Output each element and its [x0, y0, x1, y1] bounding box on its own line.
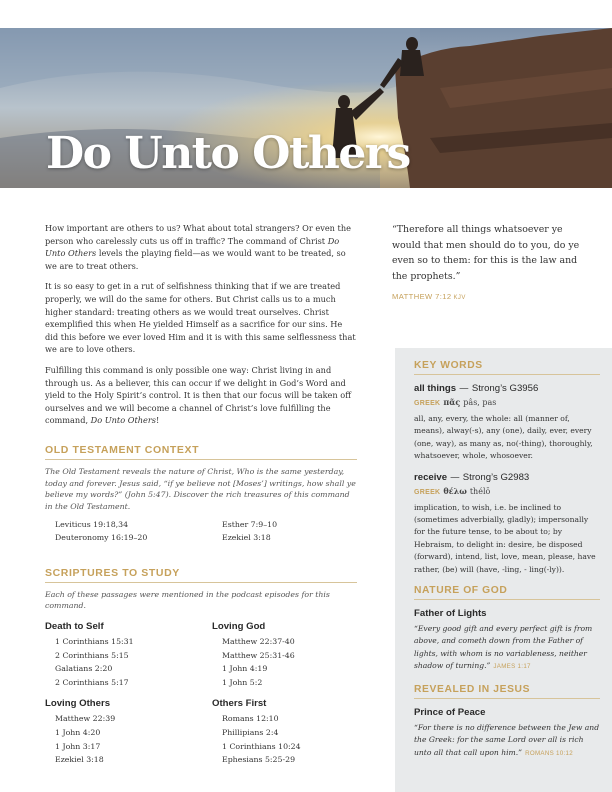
scripture-ref: 1 John 4:20	[55, 728, 101, 738]
strongs-number: Strong’s G2983	[462, 471, 530, 483]
old-testament-refs	[45, 519, 357, 545]
key-word-definition: all, any, every, the whole: all (manner of, means), alway(-s), any (one), daily, ever, every (one, way), as many as, no(-thing), thoroughly, whatsoever, whole, whosoever.	[414, 414, 593, 461]
scripture-ref: Esther 7:9–10	[222, 520, 278, 530]
key-word-term: all things	[414, 383, 457, 394]
page-title: Do Unto Others	[46, 128, 410, 179]
nature-reference: JAMES 1:17	[493, 663, 531, 671]
category-title: Others First	[212, 698, 267, 710]
scripture-categories	[45, 621, 357, 767]
scripture-ref: 1 John 5:2	[222, 677, 263, 687]
scripture-ref: 2 Corinthians 5:17	[55, 677, 129, 687]
revealed-reference: ROMANS 10:12	[525, 749, 574, 757]
nature-title: Father of Lights	[414, 608, 487, 620]
scripture-ref: Ezekiel 3:18	[222, 533, 271, 543]
scripture-ref: Galatians 2:20	[55, 664, 113, 674]
key-word-entry: receive — Strong’s G2983 GREEK θέλω thélō implication, to wish, i.e. be inclined to (sometimes adverbially, gladly); impersonally for the future tense, to be about to; by Hebraism, to delight in: desire, be disposed (forward), intend, list, love, mean, please, have rather, (be) will (have, -ling, - ling(-ly)).	[414, 472, 600, 576]
scripture-ref: 1 Corinthians 15:31	[55, 637, 134, 647]
scripture-ref: Ephesians 5:25-29	[222, 755, 296, 765]
sidebar	[395, 348, 612, 792]
transliteration: thélō	[469, 486, 491, 496]
nature-text: “Every good gift and every perfect gift is from above, and cometh down from the Father of lights, with whom is no variableness, neither shadow of turning.” JAMES 1:17	[414, 624, 593, 671]
pull-quote	[392, 222, 582, 301]
key-word-entry: all things — Strong’s G3956 GREEK πᾶς pâs, pas all, any, every, the whole: all (manner of, means), alway(-s), any (one), daily, ever, every (one, way), as many as, no(-thing), thoroughly, whatsoever, whole, whosoever.	[414, 383, 600, 463]
intro-paragraph-3: Fulfilling this command is only possible one way: Christ living in and through us. As a believer, this can occur if we delight in God’s Word and yield to the Holy Spirit’s control. It is then that our focus will be taken off ourselves and we will become a channel of Christ’s love fulfilling the command, Do Unto Others!	[45, 364, 352, 426]
quote-version: KJV	[453, 295, 466, 302]
scripture-ref: Romans 12:10	[222, 714, 279, 724]
key-word-definition: implication, to wish, i.e. be inclined to (sometimes adverbially, gladly); impersonally for the future tense, to be about to; by Hebraism, to delight in: desire, be disposed (forward), intend, list, love, mean, please, have rather, (be) will (have, -ling, - ling(-ly)).	[414, 502, 596, 574]
scripture-ref: 1 John 3:17	[55, 741, 101, 751]
scripture-ref: 2 Corinthians 5:15	[55, 650, 129, 660]
scripture-ref: 1 John 4:19	[222, 664, 268, 674]
scripture-ref: Matthew 22:39	[55, 714, 116, 724]
scriptures-heading: SCRIPTURES TO STUDY	[45, 567, 357, 583]
category-loving-god	[212, 621, 357, 689]
old-testament-heading: OLD TESTAMENT CONTEXT	[45, 444, 357, 460]
category-others-first	[212, 698, 357, 766]
scripture-ref: Ezekiel 3:18	[55, 755, 104, 765]
category-loving-others	[45, 698, 212, 766]
key-words-heading: KEY WORDS	[414, 360, 600, 375]
old-testament-intro: The Old Testament reveals the nature of Christ, Who is the same yesterday, today and forever. Jesus said, “if ye believe not [Moses’] writings, how shall ye believe my words?” (John 5:47). Discover the rich treasures of this command in the Old Testament.	[45, 466, 356, 511]
nature-of-god-heading: NATURE OF GOD	[414, 585, 600, 600]
quote-text: “Therefore all things whatsoever ye would that men should do to you, do ye even so to them: for this is the law and the prophets.”	[392, 224, 580, 282]
revealed-in-jesus-heading: REVEALED IN JESUS	[414, 684, 600, 699]
greek-label: GREEK	[414, 488, 441, 496]
scripture-ref: 1 Corinthians 10:24	[222, 741, 301, 751]
scripture-ref: Deuteronomy 16:19–20	[55, 533, 148, 543]
category-title: Loving God	[212, 621, 266, 633]
intro-paragraph-2: It is so easy to get in a rut of selfishness thinking that if we are treated properly, we will do the same for others. But Christ calls us to a much higher standard: treating others as we would treat ourselves. Christ exemplified this when He yielded Himself as a sacrifice for our sins. He did this before we ever loved Him and it is with this same selflessness that we are to love others.	[45, 281, 356, 355]
scripture-ref: Matthew 22:37-40	[222, 637, 295, 647]
intro-paragraph-1: How important are others to us? What about total strangers? Or even the person who carelessly cuts us off in traffic? The command of Christ Do Unto Others levels the playing field—as we would want to be treated, so we are to treat others.	[45, 223, 351, 271]
revealed-text: “For there is no difference between the Jew and the Greek: for the same Lord over all is rich unto all that call upon him.” ROMANS 10:12	[414, 722, 600, 757]
scripture-ref: Phillipians 2:4	[222, 728, 279, 738]
category-title: Loving Others	[45, 698, 111, 710]
main-column	[45, 222, 357, 767]
quote-reference: MATTHEW 7:12 KJV	[392, 292, 466, 302]
scripture-ref: Matthew 25:31-46	[222, 650, 295, 660]
greek-word: πᾶς	[443, 397, 461, 407]
revealed-title: Prince of Peace	[414, 706, 486, 718]
strongs-number: Strong’s G3956	[471, 383, 539, 394]
greek-word: θέλω	[443, 485, 467, 496]
category-title: Death to Self	[45, 621, 104, 633]
hero-banner	[0, 28, 612, 188]
scripture-ref: Leviticus 19:18,34	[55, 520, 129, 530]
transliteration: pâs, pas	[463, 398, 497, 407]
greek-label: GREEK	[414, 400, 441, 407]
category-death-to-self	[45, 621, 212, 689]
scriptures-intro: Each of these passages were mentioned in the podcast episodes for this command.	[45, 589, 330, 611]
key-word-term: receive	[414, 471, 448, 483]
